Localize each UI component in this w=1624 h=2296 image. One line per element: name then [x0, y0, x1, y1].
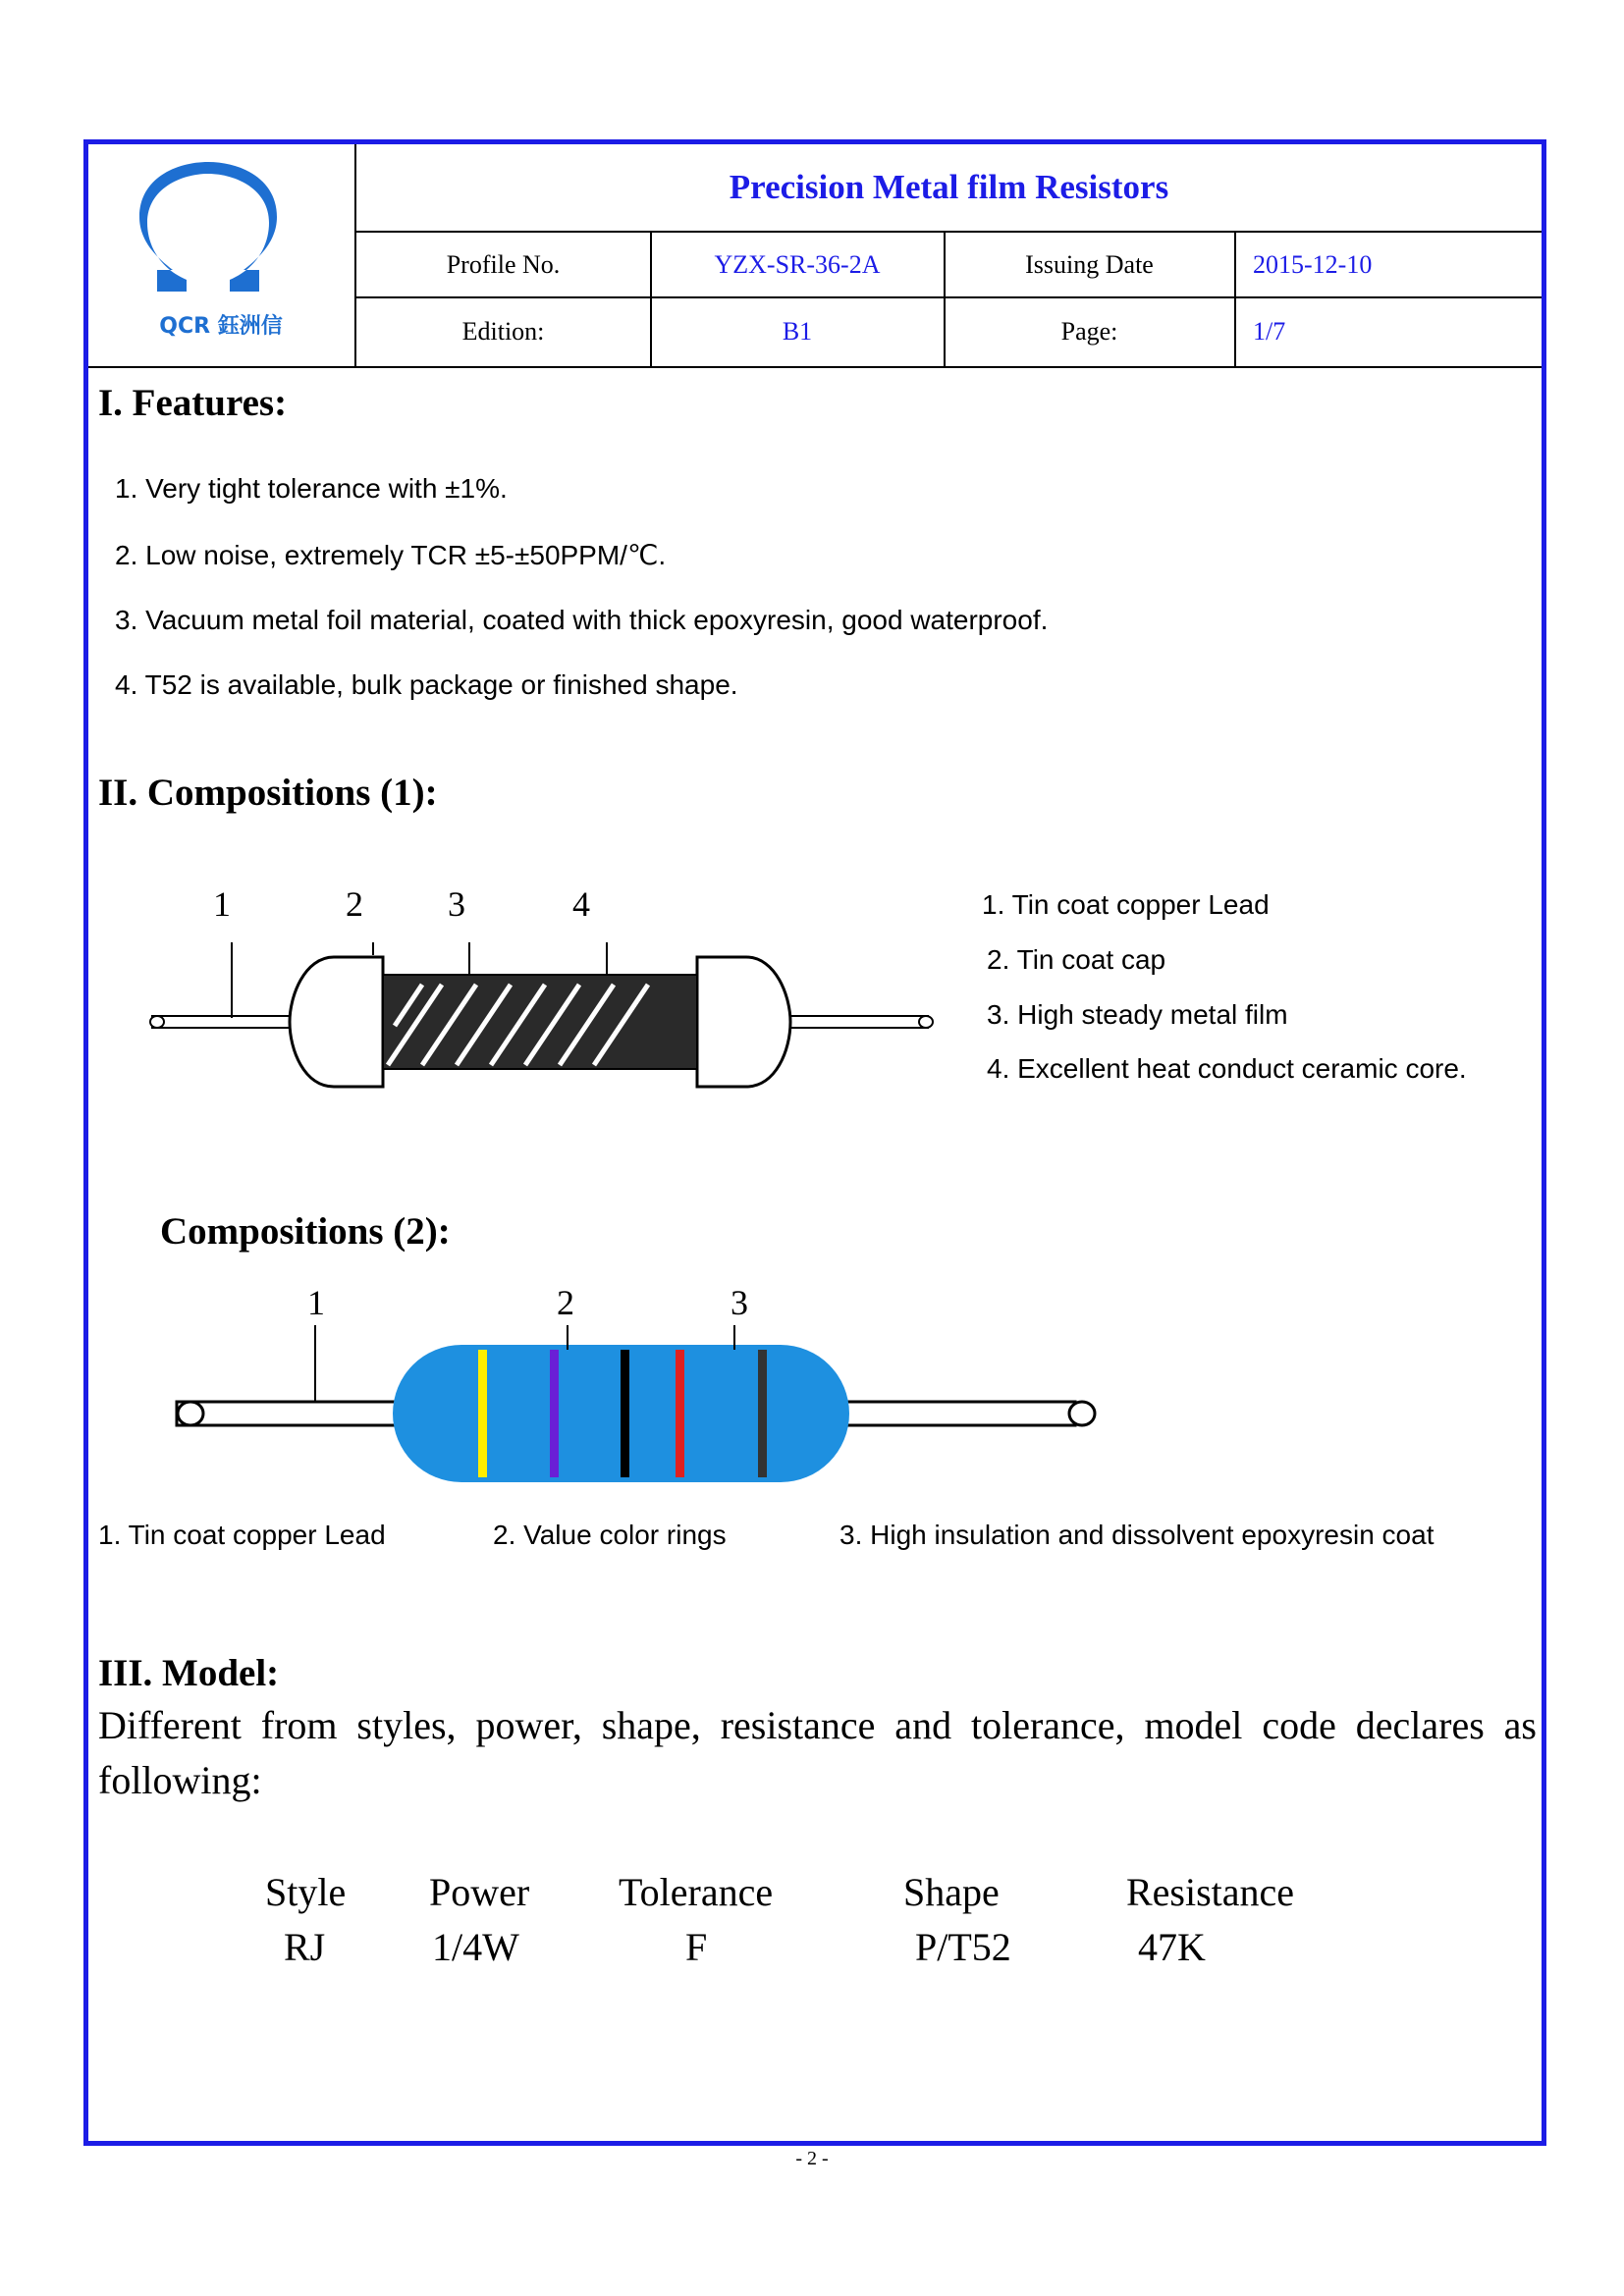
feature-item: 2. Low noise, extremely TCR ±5-±50PPM/℃.: [115, 540, 667, 570]
model-value-style: RJ: [284, 1925, 326, 1969]
document-header: [88, 144, 1542, 368]
document-title: Precision Metal film Resistors: [356, 144, 1542, 233]
model-header-power: Power: [429, 1870, 530, 1914]
model-value-shape: P/T52: [915, 1925, 1011, 1969]
feature-item: 1. Very tight tolerance with ±1%.: [115, 473, 508, 504]
callout-number: 3: [448, 884, 465, 924]
callout-number: 2: [346, 884, 363, 924]
composition-1-item: 3. High steady metal film: [987, 999, 1288, 1030]
page-label: Page:: [1060, 316, 1118, 346]
edition-value: B1: [782, 316, 813, 346]
issuing-date-label: Issuing Date: [1025, 249, 1154, 279]
model-value-resistance: 47K: [1138, 1925, 1206, 1969]
composition-2-item: 1. Tin coat copper Lead: [98, 1520, 386, 1550]
model-header-style: Style: [265, 1870, 347, 1914]
callout-number: 1: [307, 1283, 325, 1322]
page-footer: - 2 -: [795, 2148, 829, 2169]
feature-item: 4. T52 is available, bulk package or finished shape.: [115, 669, 738, 700]
composition-2-item: 2. Value color rings: [493, 1520, 727, 1550]
resistor-diagram-1: [137, 928, 952, 1114]
model-header-resistance: Resistance: [1126, 1870, 1295, 1914]
model-value-tolerance: F: [685, 1925, 708, 1969]
model-heading: III. Model:: [98, 1652, 280, 1694]
compositions-2-heading: Compositions (2):: [160, 1210, 451, 1253]
callout-number: 2: [557, 1283, 574, 1322]
profile-label: Profile No.: [446, 249, 561, 279]
edition-label: Edition:: [461, 316, 545, 346]
logo-text: QCR 鈺洲信: [159, 314, 283, 339]
compositions-1-heading: II. Compositions (1):: [98, 772, 438, 814]
model-header-shape: Shape: [903, 1870, 1000, 1914]
callout-number: 3: [731, 1283, 748, 1322]
company-logo: [88, 144, 356, 366]
page-value: 1/7: [1253, 316, 1286, 346]
composition-1-item: 1. Tin coat copper Lead: [982, 889, 1270, 920]
composition-1-item: 2. Tin coat cap: [987, 944, 1166, 975]
model-value-power: 1/4W: [432, 1925, 519, 1969]
callout-number: 4: [572, 884, 590, 924]
issuing-date-value: 2015-12-10: [1253, 249, 1373, 279]
composition-2-item: 3. High insulation and dissolvent epoxyresin coat: [839, 1520, 1435, 1550]
page-frame: [83, 139, 1546, 2146]
feature-item: 3. Vacuum metal foil material, coated with thick epoxyresin, good waterproof.: [115, 605, 1049, 635]
callout-number: 1: [213, 884, 231, 924]
model-description: Different from styles, power, shape, resistance and tolerance, model code declares as following:: [98, 1703, 1537, 1802]
features-heading: I. Features:: [98, 382, 288, 424]
composition-1-item: 4. Excellent heat conduct ceramic core.: [987, 1053, 1467, 1084]
profile-value: YZX-SR-36-2A: [714, 249, 881, 279]
model-header-tolerance: Tolerance: [619, 1870, 774, 1914]
resistor-diagram-2: [167, 1315, 1110, 1492]
